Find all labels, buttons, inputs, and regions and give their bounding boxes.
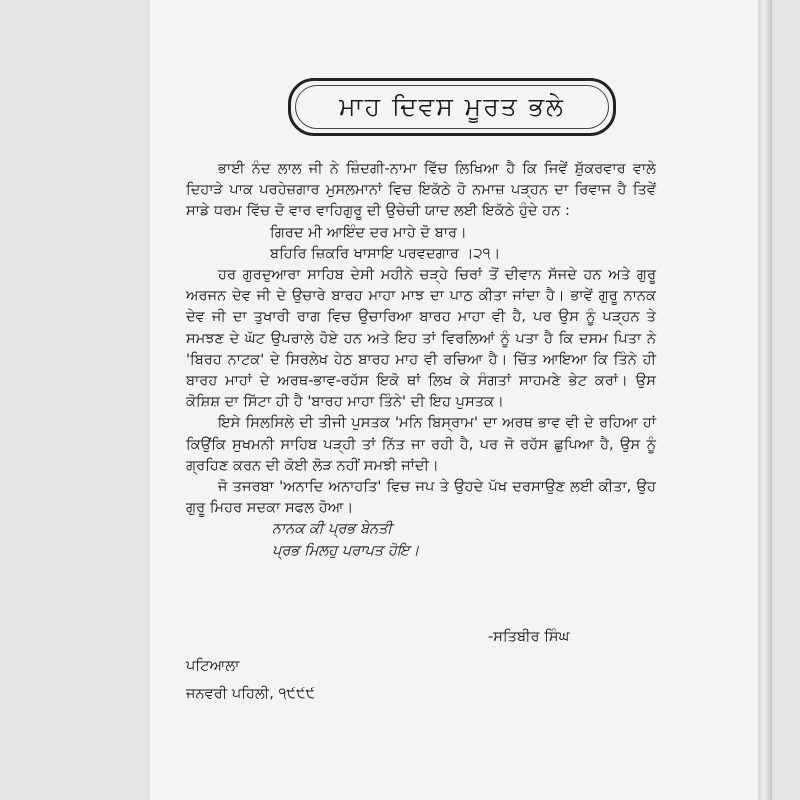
page-title: ਮਾਹ ਦਿਵਸ ਮੂਰਤ ਭਲੇ <box>339 92 565 121</box>
author-signature: -ਸਤਿਬੀਰ ਸਿੰਘ <box>488 628 570 645</box>
quote-line-2: ਬਹਿਰਿ ਜ਼ਿਕਰਿ ਖਾਸਾਇ ਪਰਵਦਗਾਰ ।੨੧। <box>270 244 501 262</box>
paragraph-3: ਇਸੇ ਸਿਲਸਿਲੇ ਦੀ ਤੀਜੀ ਪੁਸਤਕ 'ਮਨਿ ਬਿਸ੍ਰਾਮ' ਦਾ ਅਰਥ ਭਾਵ ਵੀ ਦੇ ਰਹਿਆ ਹਾਂ ਕਿਉਂਕਿ ਸੁਖਮਨੀ ਸਾਹਿਬ ਪੜ੍ਹੀ ਤਾਂ ਨਿੱਤ ਜਾ ਰਹੀ ਹੈ, ਪਰ ਜੋ ਰਹੱਸ ਛੁਪਿਆ ਹੈ, ਉਸ ਨੂੰ ਗ੍ਰਹਿਣ ਕਰਨ ਦੀ ਕੋਈ ਲੋੜ ਨਹੀਂ ਸਮਝੀ ਜਾਂਦੀ। <box>186 414 656 474</box>
body-text <box>186 158 656 561</box>
paragraph-1: ਭਾਈ ਨੰਦ ਲਾਲ ਜੀ ਨੇ ਜ਼ਿੰਦਗੀ-ਨਾਮਾ ਵਿੱਚ ਲਿਖਿਆ ਹੈ ਕਿ ਜਿਵੇਂ ਸ਼ੁੱਕਰਵਾਰ ਵਾਲੇ ਦਿਹਾੜੇ ਪਾਕ ਪਰਹੇਜ਼ਗਾਰ ਮੁਸਲਮਾਨਾਂ ਵਿਚ ਇਕੱਠੇ ਹੋ ਨਮਾਜ਼ ਪੜ੍ਹਨ ਦਾ ਰਿਵਾਜ ਹੈ ਤਿਵੇਂ ਸਾਡੇ ਧਰਮ ਵਿੱਚ ਦੋ ਵਾਰ ਵਾਹਿਗੁਰੂ ਦੀ ਉਚੇਚੀ ਯਾਦ ਲਈ ਇਕੱਠੇ ਹੁੰਦੇ ਹਨ : <box>186 160 656 220</box>
book-page <box>150 0 758 800</box>
place-name: ਪਟਿਆਲਾ <box>186 657 240 674</box>
paragraph-4: ਜੋ ਤਜਰਬਾ 'ਅਨਾਦਿ ਅਨਾਹਤਿ' ਵਿਚ ਜਪ ਤੇ ਉਹਦੇ ਪੱਖ ਦਰਸਾਉਣ ਲਈ ਕੀਤਾ, ਉਹ ਗੁਰੂ ਮਿਹਰ ਸਦਕਾ ਸਫਲ ਹੋਆ। <box>186 478 656 517</box>
quote-line-1: ਗਿਰਦ ਮੀ ਆਇੰਦ ਦਰ ਮਾਹੇ ਦੋ ਬਾਰ। <box>270 223 467 241</box>
date-line: ਜਨਵਰੀ ਪਹਿਲੀ, ੧੯੯੯ <box>186 685 316 702</box>
title-frame <box>288 78 616 136</box>
place-date-block <box>186 652 315 708</box>
verse-line-2: ਪ੍ਰਭ ਮਿਲਹੁ ਪਰਾਪਤ ਹੋਇ। <box>272 541 420 559</box>
paragraph-2: ਹਰ ਗੁਰਦੁਆਰਾ ਸਾਹਿਬ ਦੇਸੀ ਮਹੀਨੇ ਚੜ੍ਹੇ ਚਿਰਾਂ ਤੋਂ ਦੀਵਾਨ ਸੱਜਦੇ ਹਨ ਅਤੇ ਗੁਰੂ ਅਰਜਨ ਦੇਵ ਜੀ ਦੇ ਉਚਾਰੇ ਬਾਰਹ ਮਾਹਾ ਮਾਝ ਦਾ ਪਾਠ ਕੀਤਾ ਜਾਂਦਾ ਹੈ। ਭਾਵੇਂ ਗੁਰੂ ਨਾਨਕ ਦੇਵ ਜੀ ਦਾ ਤੁਖਾਰੀ ਰਾਗ ਵਿਚ ਉਚਾਰਿਆ ਬਾਰਹ ਮਾਹਾ ਵੀ ਹੈ, ਪਰ ਉਸ ਨੂੰ ਪੜ੍ਹਨ ਤੇ ਸਮਝਣ ਦੇ ਘੱਟ ਉਪਰਾਲੇ ਹੋਏ ਹਨ ਅਤੇ ਇਹ ਤਾਂ ਵਿਰਲਿਆਂ ਨੂੰ ਪਤਾ ਹੈ ਕਿ ਦਸਮ ਪਿਤਾ ਨੇ 'ਬਿਰਹ ਨਾਟਕ' ਦੇ ਸਿਰਲੇਖ ਹੇਠ ਬਾਰਹ ਮਾਹ ਵੀ ਰਚਿਆ ਹੈ। ਚਿੱਤ ਆਇਆ ਕਿ ਤਿੰਨੇ ਹੀ ਬਾਰਹ ਮਾਹਾਂ ਦੇ ਅਰਥ-ਭਾਵ-ਰਹੱਸ ਇਕੋ ਥਾਂ ਲਿਖ ਕੇ ਸੰਗਤਾਂ ਸਾਹਮਣੇ ਭੇਟ ਕਰਾਂ। ਉਸ ਕੋਸ਼ਿਸ਼ ਦਾ ਸਿੱਟਾ ਹੀ ਹੈ 'ਬਾਰਹ ਮਾਹਾ ਤਿੰਨੇ' ਦੀ ਇਹ ਪੁਸਤਕ। <box>186 266 656 411</box>
verse-line-1: ਨਾਨਕ ਕੀ ਪ੍ਰਭ ਬੇਨਤੀ <box>272 520 392 538</box>
page-edge <box>758 0 772 800</box>
